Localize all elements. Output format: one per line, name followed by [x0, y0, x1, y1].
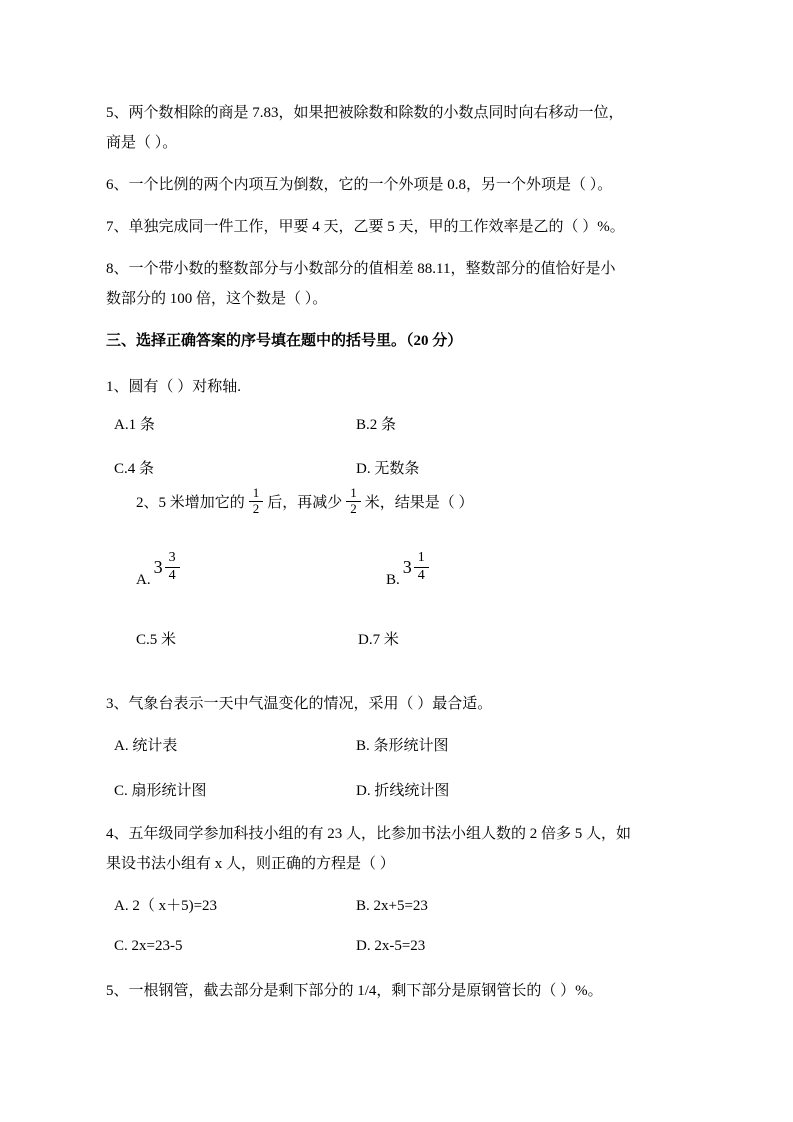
fraction-numerator: 1	[249, 486, 264, 502]
choice-question-5-stem: 5、一根钢管，截去部分是剩下部分的 1/4，剩下部分是原钢管长的（ ）%。	[106, 983, 603, 999]
choice-question-1-options-row-2	[106, 454, 693, 484]
fill-question-5-line-1: 5、两个数相除的商是 7.83，如果把被除数和除数的小数点同时向右移动一位，	[106, 105, 624, 121]
choice-question-2-options-row-2	[106, 625, 693, 655]
option-d: D. 折线统计图	[356, 783, 450, 799]
fraction	[414, 550, 429, 583]
fraction-denominator: 2	[252, 501, 260, 517]
fill-question-8-line-1: 8、一个带小数的整数部分与小数部分的值相差 88.11，整数部分的值恰好是小	[106, 261, 616, 277]
option-a: A.1 条	[114, 417, 155, 433]
fill-question-8-line-2: 数部分的 100 倍，这个数是（ ）。	[106, 291, 328, 307]
option-c: C. 扇形统计图	[114, 783, 207, 799]
option-d: D. 2x-5=23	[356, 938, 426, 954]
mixed-number-option	[386, 543, 429, 591]
choice-question-4-stem-line-2: 果设书法小组有 x 人，则正确的方程是（ ）	[106, 856, 395, 872]
option-a: A. 2（ x＋5)=23	[114, 898, 218, 914]
choice-question-3-stem: 3、气象台表示一天中气温变化的情况，采用（ ）最合适。	[106, 696, 493, 712]
mixed-number	[154, 543, 180, 591]
mixed-number	[403, 543, 429, 591]
fill-question-7: 7、单独完成同一件工作，甲要 4 天，乙要 5 天，甲的工作效率是乙的（ ）%。	[106, 219, 625, 235]
option-b: B. 条形统计图	[356, 738, 449, 754]
fraction	[249, 486, 264, 517]
choice-question-1-stem: 1、圆有（ ）对称轴.	[106, 379, 242, 395]
option-d: D. 无数条	[356, 461, 420, 477]
choice-question-3-options-row-1	[106, 731, 693, 761]
fraction-numerator: 1	[346, 486, 361, 502]
option-b	[386, 543, 693, 595]
choice-question-4-options-row-1	[106, 891, 693, 921]
fraction-denominator: 4	[168, 567, 176, 583]
fraction-denominator: 2	[350, 501, 357, 517]
fill-question-5-line-2: 商是（ ）。	[106, 135, 178, 151]
fill-question-6: 6、一个比例的两个内项互为倒数，它的一个外项是 0.8，另一个外项是（ ）。	[106, 177, 613, 193]
choice-question-2-stem	[106, 485, 693, 519]
option-b: B. 2x+5=23	[356, 898, 428, 914]
stem-text-part: 2、5 米增加它的	[136, 495, 245, 511]
option-c: C. 2x=23-5	[114, 938, 183, 954]
fill-question-8	[106, 254, 693, 314]
choice-question-2-options-row-1	[106, 543, 693, 595]
option-c: C.5 米	[136, 632, 177, 648]
option-a	[136, 543, 386, 595]
section-heading: 三、选择正确答案的序号填在题中的括号里。（20 分）	[106, 333, 463, 349]
fraction-denominator: 4	[417, 567, 425, 583]
option-d: D.7 米	[358, 632, 399, 648]
fraction-numerator: 1	[414, 550, 429, 567]
choice-question-3-options-row-2	[106, 776, 693, 806]
choice-question-4-stem	[106, 819, 693, 879]
mixed-number-option	[136, 543, 180, 591]
choice-question-4-stem-line-1: 4、五年级同学参加科技小组的有 23 人，比参加书法小组人数的 2 倍多 5 人，如	[106, 826, 632, 842]
stem-text-part: 后，再减少	[267, 495, 343, 511]
fraction	[165, 550, 180, 583]
option-label: A.	[136, 572, 151, 588]
choice-question-4-options-row-2	[106, 931, 693, 961]
option-a: A. 统计表	[114, 738, 178, 754]
stem-text-part: 米，结果是（ ）	[364, 495, 474, 511]
option-c: C.4 条	[114, 461, 155, 477]
option-b: B.2 条	[356, 417, 397, 433]
choice-question-1-options-row-1	[106, 410, 693, 440]
fraction-numerator: 3	[165, 550, 180, 567]
fraction	[346, 486, 361, 517]
whole-number: 3	[402, 557, 412, 577]
whole-number: 3	[153, 557, 163, 577]
option-label: B.	[386, 572, 400, 588]
fill-question-5	[106, 98, 693, 158]
